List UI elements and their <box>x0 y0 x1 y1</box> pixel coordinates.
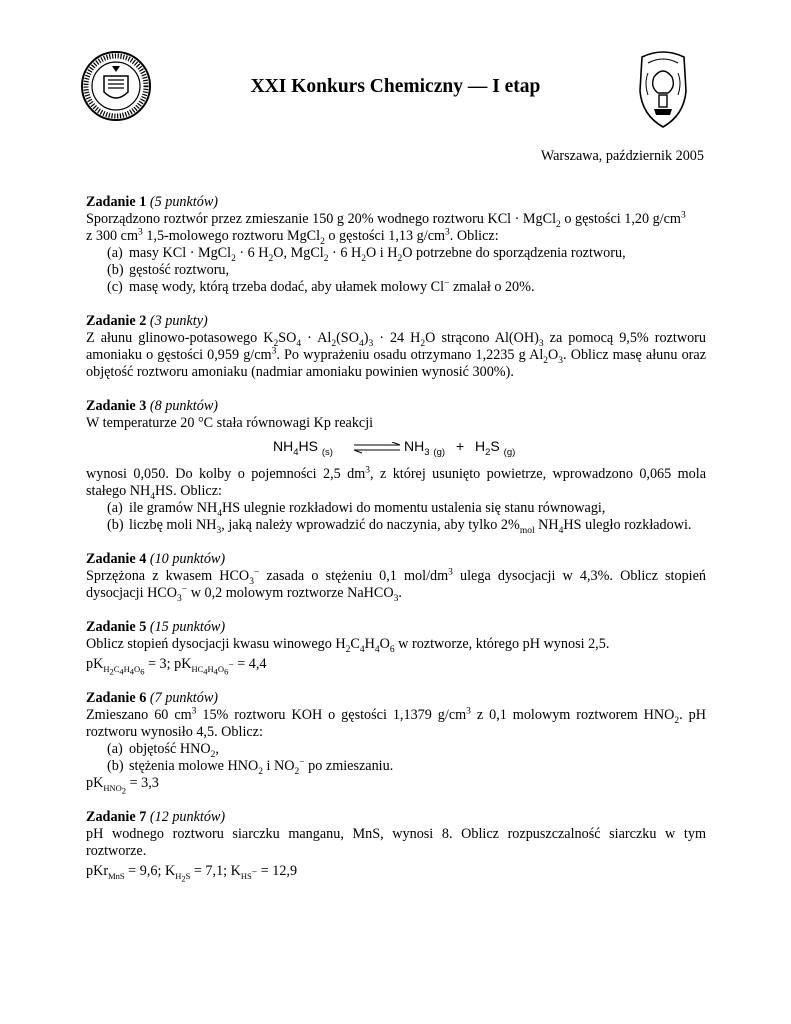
list-item: (b) gęstość roztworu, <box>107 262 230 278</box>
reaction-equation <box>86 432 706 466</box>
task-7 <box>86 809 706 884</box>
task-text: Z ałunu glinowo-potasowego $K_2SO_4 \cdot Al_2(SO_4)_3 \cdot 24$ $H_2O$ strącono $Al(OH)_3$ za pomocą 9,5% roztworu amoniaku o gęstości 0,959 $g/cm^3$. Po wyprażeniu osadu otrzymano 1,2235 g $Al_2O_3$. Oblicz masę ałunu oraz objętość roztworu amoniaku (nadmiar amoniaku powinien wynosić 300%). <box>86 330 706 380</box>
task-6 <box>86 690 707 796</box>
list-item: (a) masy KCl · MgCl$_2$ · 6 $H_2O$, MgCl$_2$ · 6 $H_2O$ i $H_2O$ potrzebne do sporządzenia roztworu, <box>107 245 626 264</box>
task-text: Sprzężona z kwasem $HCO_3^-$ zasada o stężeniu 0,1 mol/$dm^3$ ulega dysocjacji w 4,3%. Oblicz stopień dysocjacji $HCO_3^-$ w 0,2 molowym roztworze NaHCO$_3$. <box>86 567 707 604</box>
product-1: $NH_3$ $_{(g)}$ <box>404 438 446 458</box>
task-heading: Zadanie 4 (10 punktów) <box>86 551 226 567</box>
list-item: (c) masę wody, którą trzeba dodać, aby ułamek molowy Cl− zmalał o 20%. <box>107 278 535 295</box>
task-text: wynosi 0,050. Do kolby o pojemności 2,5 $dm^3$, z której usunięto powietrze, wprowadzono 0,065 mola stałego $NH_4HS$. Oblicz: <box>86 465 707 502</box>
task-heading: Zadanie 5 (15 punktów) <box>86 619 226 635</box>
place-date: Warszawa, październik 2005 <box>540 148 704 164</box>
task-5 <box>86 619 706 677</box>
task-4 <box>86 551 706 602</box>
equilibrium-arrow-icon <box>352 442 402 454</box>
plus-sign: + <box>456 438 465 454</box>
task-heading: Zadanie 1 (5 punktów) <box>86 194 219 210</box>
task-heading: Zadanie 3 (8 punktów) <box>86 398 219 414</box>
page-title: XXI Konkurs Chemiczny — I etap <box>250 76 541 97</box>
task-text: Zmieszano 60 $cm^3$ 15% roztworu KOH o gęstości 1,1379 $g/cm^3$ z 0,1 molowym roztworem $HNO_2$. pH roztworu wynosiło 4,5. Oblicz: <box>86 706 707 740</box>
task-heading: Zadanie 7 (12 punktów) <box>86 809 226 825</box>
task-items <box>86 741 706 775</box>
task-2 <box>86 313 706 381</box>
task-text: Sporządzono roztwór przez zmieszanie 150 g 20% wodnego roztworu KCl · MgCl$_2$ o gęstości 1,20 $g/cm^3$ z 300 $cm^3$ 1,5-molowego roztworu MgCl$_2$ o gęstości 1,13 $g/cm^3$. Oblicz: <box>86 210 686 247</box>
list-item: (a) ile gramów $NH_4HS$ ulegnie rozkładowi do momentu ustalenia się stanu równowagi, <box>107 500 606 519</box>
list-item: (a) objętość $HNO_2$, <box>107 741 219 760</box>
task-3 <box>86 398 706 534</box>
constants-line: $pK_{H_2C_4H_4O_6} = 3$; $pK_{HC_4H_4O_6^-} = 4,4$ <box>86 656 267 677</box>
task-text: Oblicz stopień dysocjacji kwasu winowego $H_2C_4H_4O_6$ w roztworze, którego pH wynosi 2,5. <box>86 636 610 655</box>
task-heading: Zadanie 2 (3 punkty) <box>86 313 208 329</box>
task-text: W temperaturze 20 °C stała równowagi Kp reakcji <box>86 415 374 431</box>
product-2: $H_2S$ $_{(g)}$ <box>475 438 516 458</box>
task-1 <box>86 194 706 296</box>
constants-line: pKr$_{MnS}$ = 9,6; $K_{H_2S} = 7,1$; $K_{HS^-} = 12,9$ <box>86 863 298 884</box>
task-items <box>86 500 706 534</box>
task-text: pH wodnego roztworu siarczku manganu, MnS, wynosi 8. Oblicz rozpuszczalność siarczku w tym roztworze. <box>86 826 706 859</box>
list-item: (b) stężenia molowe $HNO_2$ i $NO_2^-$ po zmieszaniu. <box>107 757 394 777</box>
task-heading: Zadanie 6 (7 punktów) <box>86 690 219 706</box>
reactant: $NH_4HS$ $_{(s)}$ <box>273 438 333 458</box>
list-item: (b) liczbę moli $NH_3$, jaką należy wprowadzić do naczynia, aby tylko $2\%_{mol}$ $NH_4HS$ uległo rozkładowi. <box>107 517 692 536</box>
constants-line: $pK_{HNO_2} = 3,3$ <box>86 775 159 796</box>
task-list <box>86 194 707 884</box>
task-items <box>86 245 706 296</box>
